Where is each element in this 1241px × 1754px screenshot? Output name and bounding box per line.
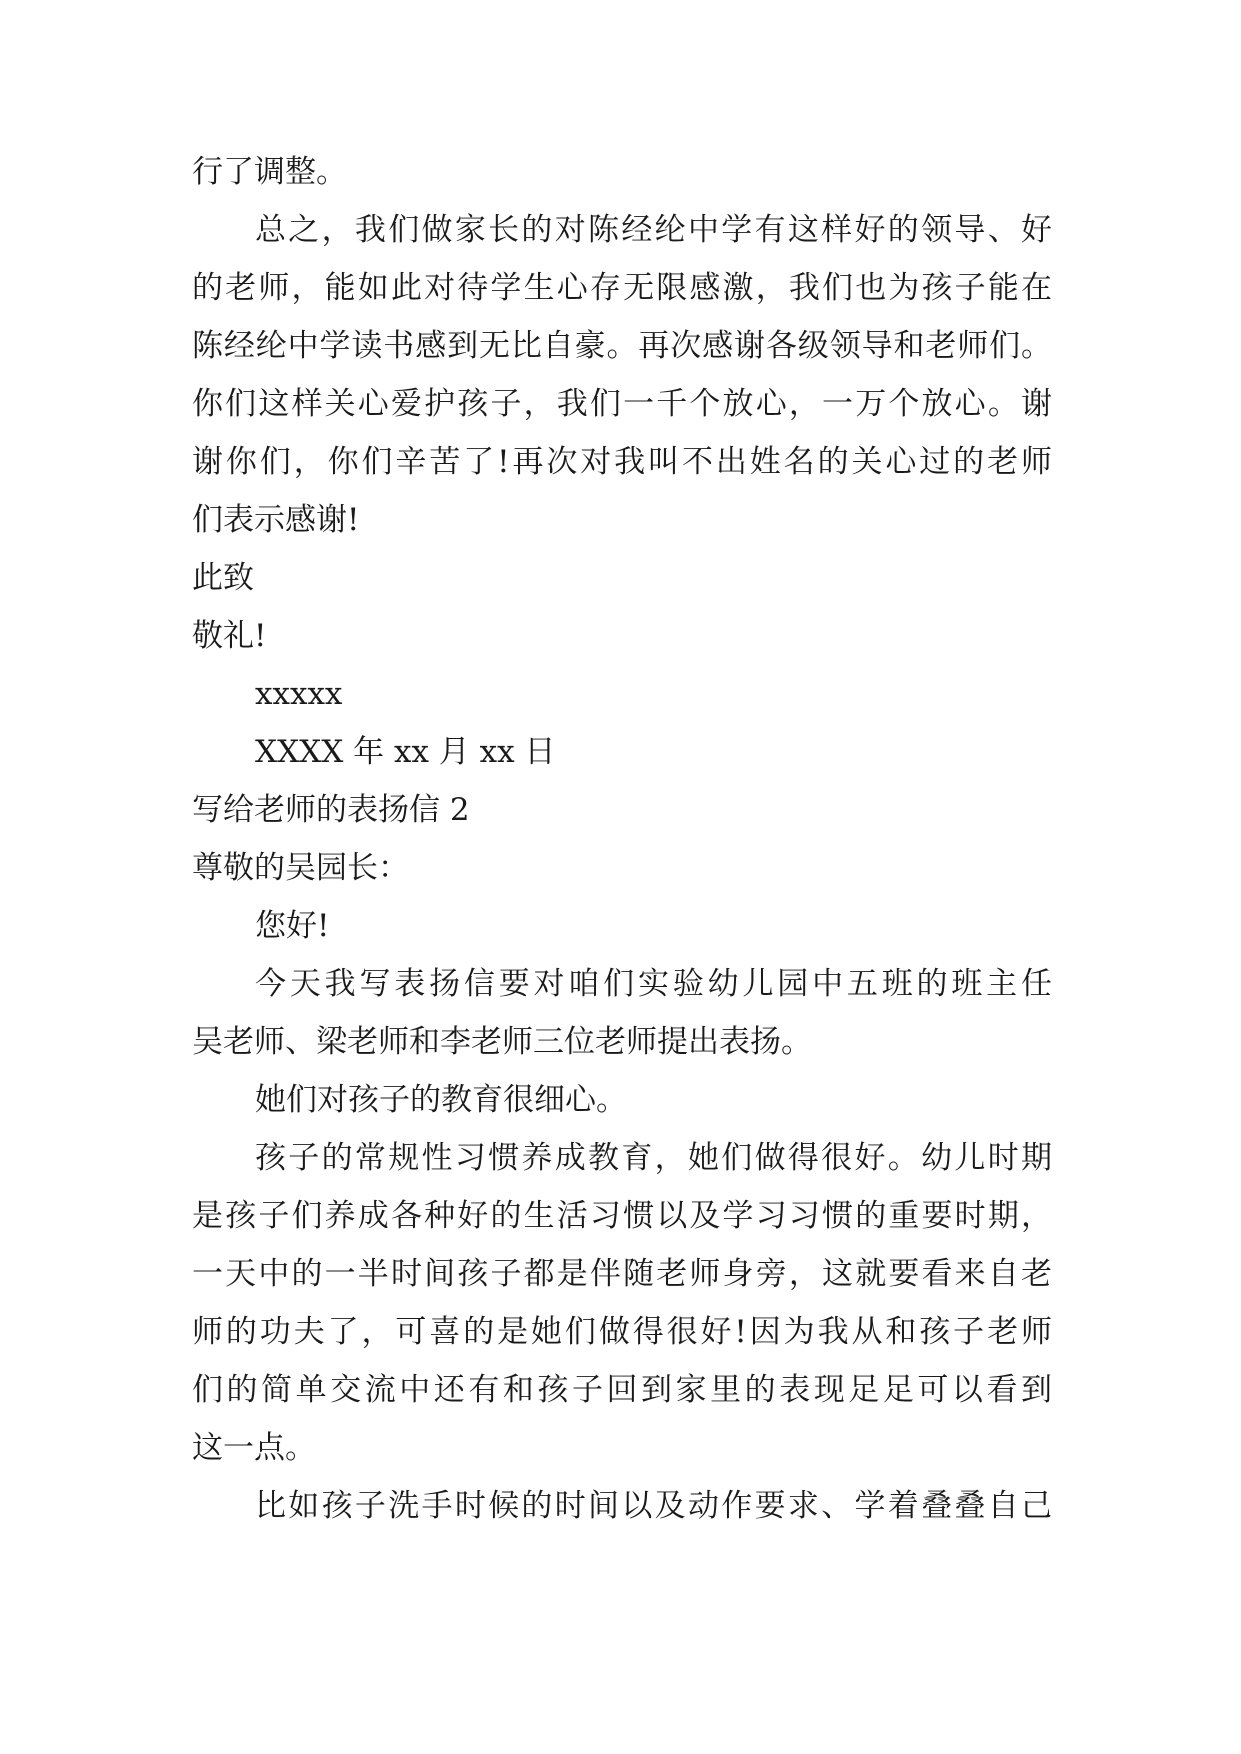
paragraph-line: 陈经纶中学读书感到无比自豪。再次感谢各级领导和老师们。 xyxy=(192,328,1052,364)
greeting-line: 您好! xyxy=(255,908,330,944)
paragraph-line: 总之，我们做家长的对陈经纶中学有这样好的领导、好 xyxy=(255,212,1052,248)
paragraph-line: 师的功夫了，可喜的是她们做得很好!因为我从和孩子老师 xyxy=(192,1314,1052,1350)
paragraph-line: 比如孩子洗手时候的时间以及动作要求、学着叠叠自己 xyxy=(255,1488,1052,1524)
paragraph-line: 你们这样关心爱护孩子，我们一千个放心，一万个放心。谢 xyxy=(192,386,1052,422)
recipient-line: 尊敬的吴园长： xyxy=(192,850,409,886)
signature-name: xxxxx xyxy=(255,676,343,712)
paragraph-line: 行了调整。 xyxy=(192,154,347,190)
paragraph-line: 吴老师、梁老师和李老师三位老师提出表扬。 xyxy=(192,1024,812,1060)
paragraph-line: 孩子的常规性习惯养成教育，她们做得很好。幼儿时期 xyxy=(255,1140,1052,1176)
signature-date: XXXX 年 xx 月 xx 日 xyxy=(255,734,556,770)
salutation-line: 敬礼! xyxy=(192,618,267,654)
paragraph-line: 这一点。 xyxy=(192,1430,316,1466)
paragraph-line: 今天我写表扬信要对咱们实验幼儿园中五班的班主任 xyxy=(255,966,1052,1002)
paragraph-line: 谢你们，你们辛苦了!再次对我叫不出姓名的关心过的老师 xyxy=(192,444,1052,480)
paragraph-line: 是孩子们养成各种好的生活习惯以及学习习惯的重要时期， xyxy=(192,1198,1052,1234)
paragraph-line: 的老师，能如此对待学生心存无限感激，我们也为孩子能在 xyxy=(192,270,1052,306)
paragraph-line: 们的简单交流中还有和孩子回到家里的表现足足可以看到 xyxy=(192,1372,1052,1408)
section-title: 写给老师的表扬信 2 xyxy=(192,792,470,828)
paragraph-line: 她们对孩子的教育很细心。 xyxy=(255,1082,627,1118)
paragraph-line: 一天中的一半时间孩子都是伴随老师身旁，这就要看来自老 xyxy=(192,1256,1052,1292)
closing-line: 此致 xyxy=(192,560,254,596)
paragraph-line: 们表示感谢! xyxy=(192,502,360,538)
